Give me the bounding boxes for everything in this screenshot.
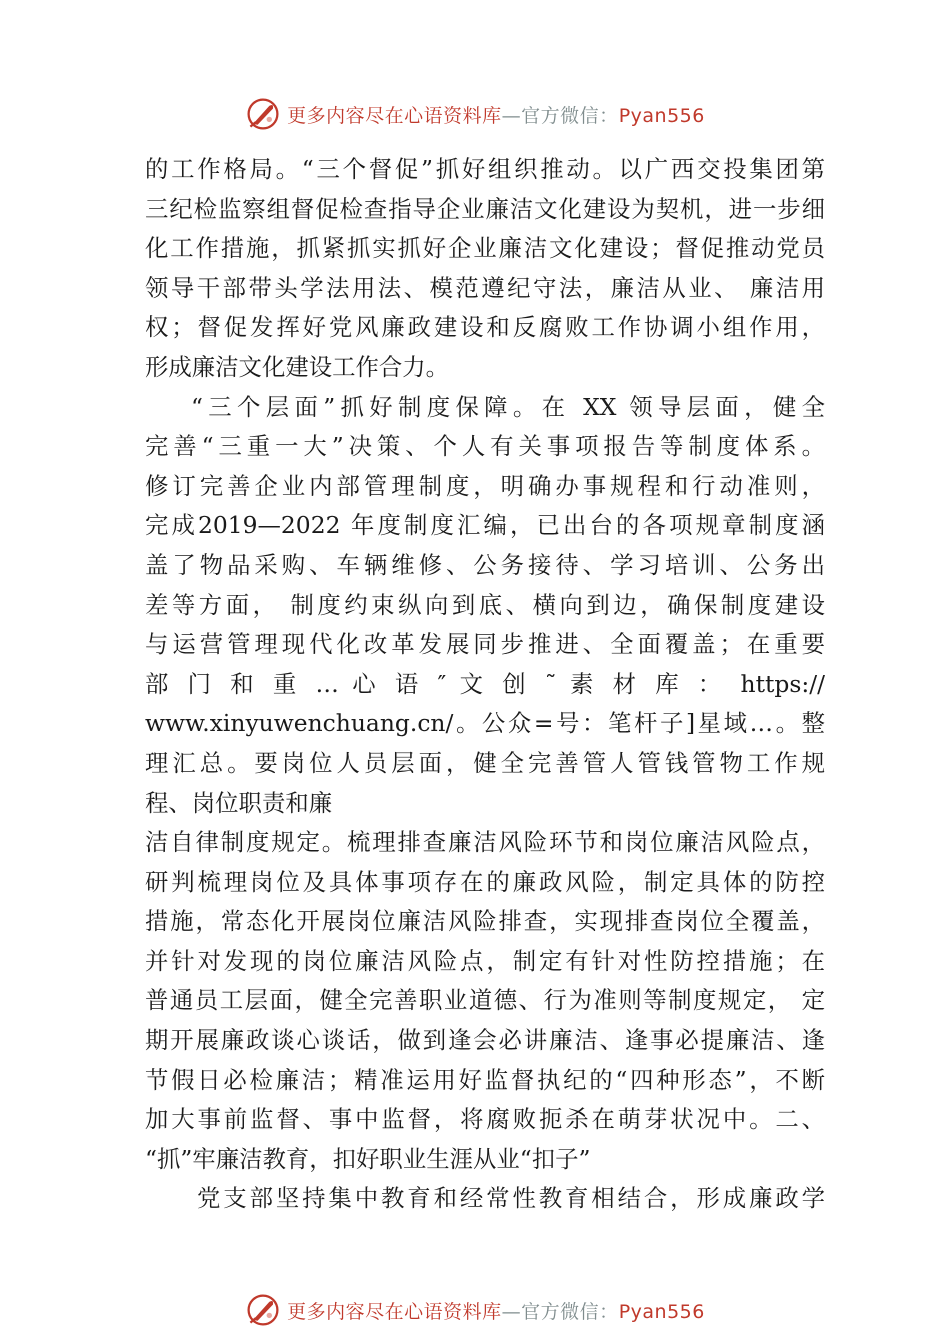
banner-wechat-label: 官方微信： — [521, 104, 619, 127]
body-line: 措施，常态化开展岗位廉洁风险排查，实现排查岗位全覆盖， — [145, 907, 825, 936]
body-line: 盖了物品采购、车辆维修、公务接待、学习培训、公务出 — [145, 550, 825, 579]
body-line: www.xinyuwenchuang.cn/。公众=号：笔杆子]星域…。整 — [145, 709, 825, 738]
body-line: 普通员工层面，健全完善职业道德、行为准则等制度规定， 定 — [145, 986, 825, 1015]
body-line: 节假日必检廉洁；精准运用好监督执纪的“四种形态”，不断 — [145, 1065, 825, 1094]
body-line: 三纪检监察组督促检查指导企业廉洁文化建设为契机，进一步细 — [145, 194, 825, 223]
body-line: 差等方面， 制度约束纵向到底、横向到边，确保制度建设 — [145, 590, 825, 619]
header-banner-text — [287, 101, 705, 128]
body-line: 洁自律制度规定。梳理排查廉洁风险环节和岗位廉洁风险点， — [145, 828, 825, 857]
body-line: 形成廉洁文化建设工作合力。 — [145, 352, 450, 381]
body-line: 与运营管理现代化改革发展同步推进、全面覆盖；在重要 — [145, 630, 825, 659]
body-line: 理汇总。要岗位人员层面，健全完善管人管钱管物工作规 — [145, 748, 825, 777]
quill-logo-icon — [245, 1292, 281, 1328]
footer-banner-text — [287, 1297, 705, 1324]
body-line: 领导干部带头学法用法、模范遵纪守法，廉洁从业、 廉洁用 — [145, 273, 825, 302]
banner-separator: — — [501, 104, 522, 127]
body-line: 研判梳理岗位及具体事项存在的廉政风险，制定具体的防控 — [145, 867, 825, 896]
body-line: 程、岗位职责和廉 — [145, 788, 333, 817]
body-line: 权；督促发挥好党风廉政建设和反腐败工作协调小组作用， — [145, 313, 825, 342]
header-banner-inner — [245, 96, 705, 132]
body-line: 部 门 和 重 … 心 语 ″ 文 创 ˜ 素 材 库 ： https:// — [145, 669, 825, 698]
body-line: 加大事前监督、事中监督，将腐败扼杀在萌芽状况中。二、 — [145, 1105, 825, 1134]
body-line: “三个层面”抓好制度保障。在 XX 领导层面，健全 — [191, 392, 825, 421]
banner-wechat-id: Pyan556 — [618, 1300, 705, 1323]
banner-site-text: 更多内容尽在心语资料库 — [287, 1300, 502, 1323]
body-line: 并针对发现的岗位廉洁风险点，制定有针对性防控措施；在 — [145, 946, 825, 975]
body-line: 完善“三重一大”决策、个人有关事项报告等制度体系。 — [145, 432, 825, 461]
banner-wechat-label: 官方微信： — [521, 1300, 619, 1323]
banner-separator: — — [501, 1300, 522, 1323]
footer-banner-inner — [245, 1292, 705, 1328]
section-heading: “抓”牢廉洁教育，扣好职业生涯从业“扣子” — [145, 1144, 591, 1173]
quill-logo-icon — [245, 96, 281, 132]
body-line: 党支部坚持集中教育和经常性教育相结合，形成廉政学 — [197, 1184, 825, 1213]
header-banner — [0, 92, 950, 136]
body-line: 化工作措施，抓紧抓实抓好企业廉洁文化建设；督促推动党员 — [145, 234, 825, 263]
body-line: 修订完善企业内部管理制度，明确办事规程和行动准则， — [145, 471, 825, 500]
footer-banner — [0, 1288, 950, 1332]
banner-wechat-id: Pyan556 — [618, 104, 705, 127]
body-line: 完成2019—2022 年度制度汇编，已出台的各项规章制度涵 — [145, 511, 825, 540]
banner-site-text: 更多内容尽在心语资料库 — [287, 104, 502, 127]
document-body — [145, 150, 825, 1219]
body-line: 期开展廉政谈心谈话，做到逢会必讲廉洁、逢事必提廉洁、逢 — [145, 1026, 825, 1055]
body-line: 的工作格局。“三个督促”抓好组织推动。以广西交投集团第 — [145, 155, 825, 183]
